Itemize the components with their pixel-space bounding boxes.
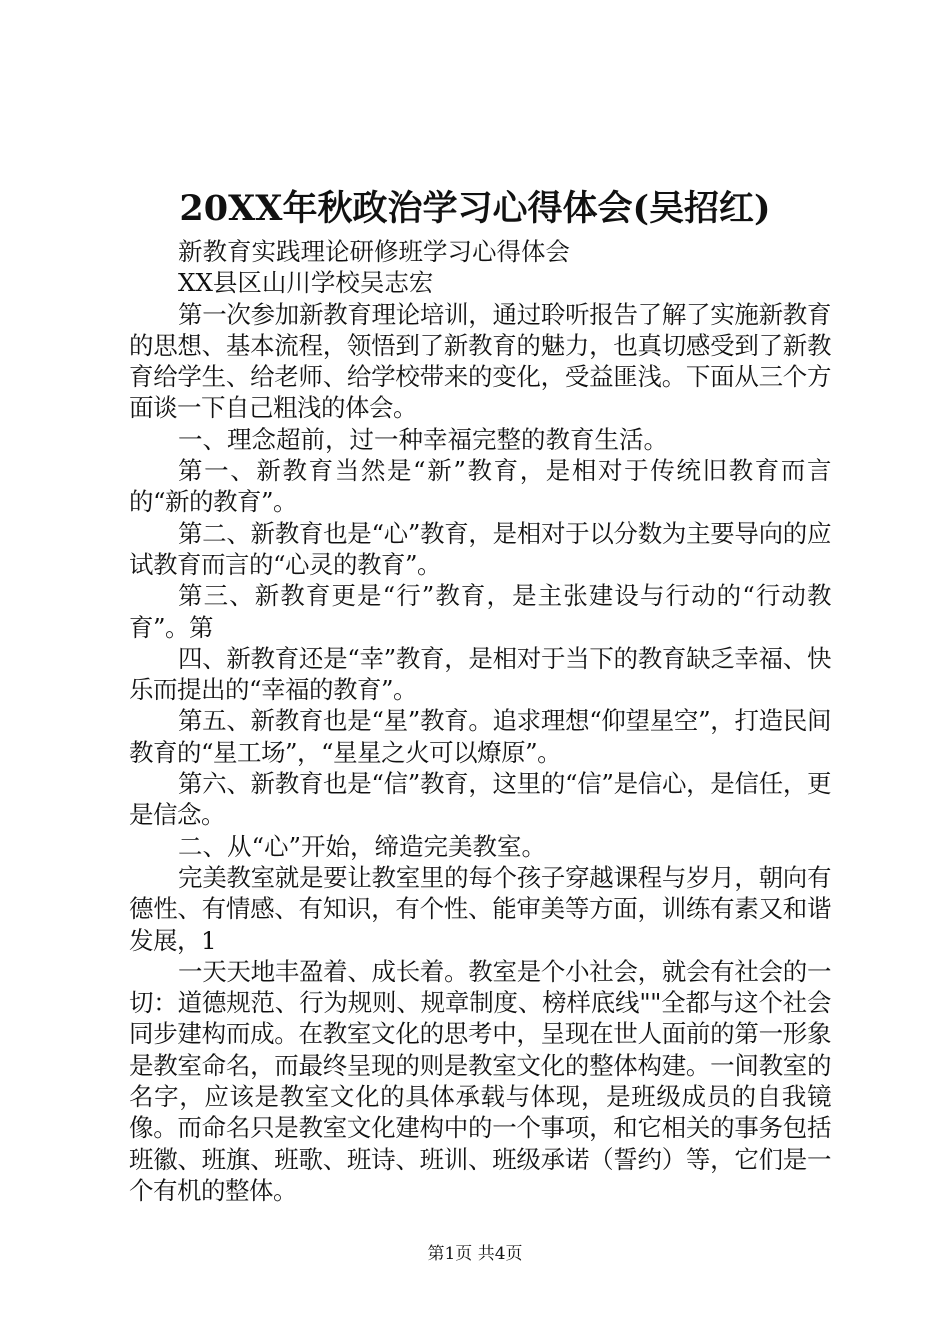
paragraph-point-2: 第二、新教育也是“心”教育，是相对于以分数为主要导向的应试教育而言的“心灵的教育”。	[129, 518, 831, 579]
heading-section-2: 二、从“心”开始，缔造完美教室。	[178, 831, 547, 861]
document-title: 20XX年秋政治学习心得体会(吴招红)	[179, 188, 771, 229]
document-body	[129, 236, 831, 1206]
heading-section-1: 一、理念超前，过一种幸福完整的教育生活。	[178, 424, 668, 454]
paragraph-classroom-2: 一天天地丰盈着、成长着。教室是个小社会，就会有社会的一切：道德规范、行为规则、规章制度、榜样底线""全都与这个社会同步建构而成。在教室文化的思考中，呈现在世人面前的第一形象是教室命名，而最终呈现的则是教室文化的整体构建。一间教室的名字，应该是教室文化的具体承载与体现，是班级成员的自我镜像。而命名只是教室文化建构中的一个事项，和它相关的事务包括班徽、班旗、班歌、班诗、班训、班级承诺（誓约）等，它们是一个有机的整体。	[129, 956, 831, 1205]
paragraph-point-1: 第一、新教育当然是“新”教育，是相对于传统旧教育而言的“新的教育”。	[129, 456, 831, 517]
page-footer: 第1页 共4页	[427, 1244, 523, 1264]
paragraph-point-3: 第三、新教育更是“行”教育，是主张建设与行动的“行动教育”。第	[129, 581, 831, 642]
paragraph-point-5: 第五、新教育也是“星”教育。追求理想“仰望星空”，打造民间教育的“星工场”，“星星之火可以燎原”。	[129, 706, 831, 767]
subtitle-line: 新教育实践理论研修班学习心得体会	[178, 237, 570, 266]
paragraph-classroom-1: 完美教室就是要让教室里的每个孩子穿越课程与岁月，朝向有德性、有情感、有知识，有个性、能审美等方面，训练有素又和谐发展，1	[129, 862, 831, 955]
paragraph-point-6: 第六、新教育也是“信”教育，这里的“信”是信心，是信任，更是信念。	[129, 769, 831, 830]
author-line: XX县区山川学校吴志宏	[178, 268, 434, 298]
paragraph-intro: 第一次参加新教育理论培训，通过聆听报告了解了实施新教育的思想、基本流程，领悟到了新教育的魅力，也真切感受到了新教育给学生、给老师、给学校带来的变化，受益匪浅。下面从三个方面谈一下自己粗浅的体会。	[129, 299, 831, 423]
paragraph-point-4: 四、新教育还是“幸”教育，是相对于当下的教育缺乏幸福、快乐而提出的“幸福的教育”。	[129, 643, 831, 705]
